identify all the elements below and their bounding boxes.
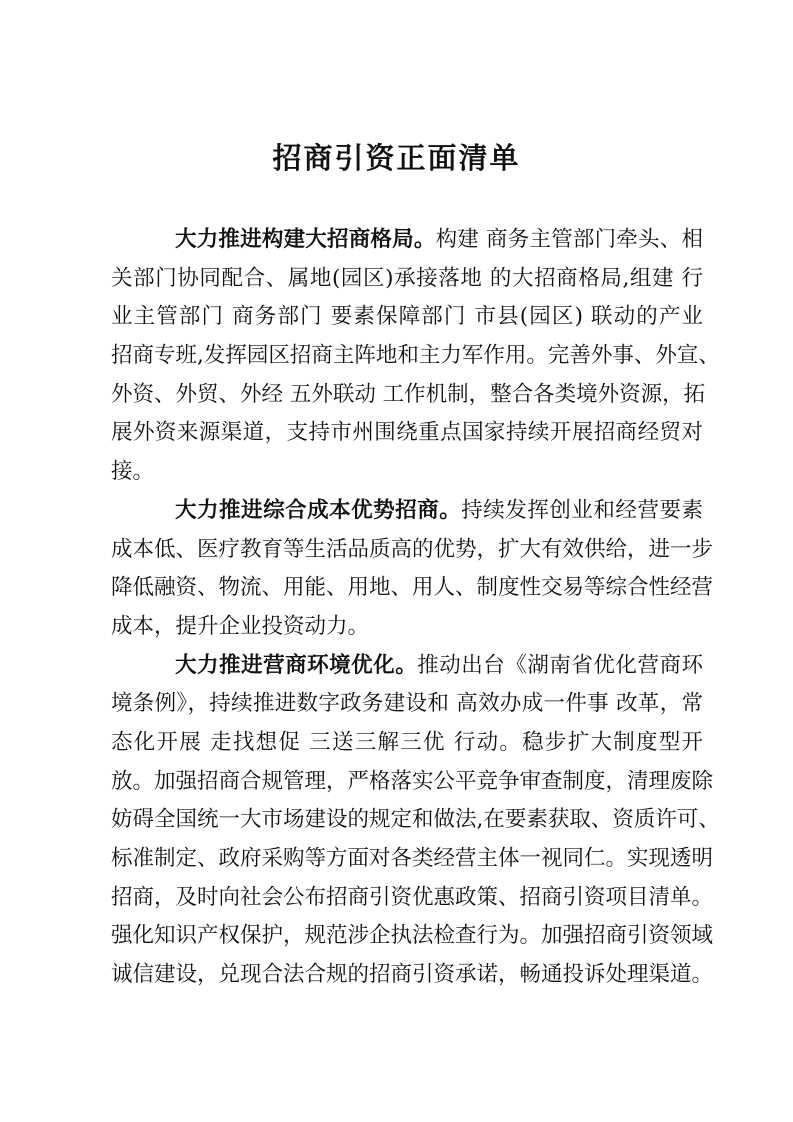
- paragraph-line: 成本，提升企业投资动力。: [111, 613, 370, 639]
- paragraph-line: 招商专班,发挥园区招商主阵地和主力军作用。完善外事、外宣、: [111, 343, 720, 369]
- paragraph-heading: 大力推进综合成本优势招商。: [175, 497, 462, 523]
- paragraph-line: 接。: [111, 459, 155, 485]
- paragraph-line: 成本低、医疗教育等生活品质高的优势，扩大有效供给，进一步: [111, 536, 714, 562]
- paragraph-business-environment: [111, 647, 720, 995]
- document-body: [111, 221, 720, 995]
- paragraph-line: 标准制定、政府采购等方面对各类经营主体一视同仁。实现透明: [111, 846, 714, 871]
- paragraph-line: 诚信建设，兑现合法合规的招商引资承诺，畅通投诉处理渠道。: [111, 962, 714, 988]
- paragraph-line: 业主管部门 商务部门 要素保障部门 市县(园区) 联动的产业: [111, 304, 703, 330]
- paragraph-line: 放。加强招商合规管理，严格落实公平竞争审查制度，清理废除: [111, 768, 714, 794]
- paragraph-line: 妨碍全国统一大市场建设的规定和做法,在要素获取、资质许可、: [111, 807, 720, 833]
- paragraph-line: 态化开展 走找想促 三送三解三优 行动。稳步扩大制度型开: [111, 729, 703, 755]
- paragraph-line: 外资、外贸、外经 五外联动 工作机制，整合各类境外资源，拓: [111, 381, 706, 407]
- paragraph-line: 大力推进构建大招商格局。构建 商务主管部门牵头、相: [175, 227, 703, 252]
- paragraph-line: 大力推进综合成本优势招商。持续发挥创业和经营要素: [175, 497, 703, 523]
- paragraph-line: 大力推进营商环境优化。推动出台《湖南省优化营商环: [175, 652, 703, 678]
- paragraph-heading: 大力推进构建大招商格局。: [175, 227, 436, 252]
- paragraph-line: 强化知识产权保护，规范涉企执法检查行为。加强招商引资领域: [111, 923, 714, 949]
- document-title: 招商引资正面清单: [272, 141, 521, 175]
- paragraph-line: 关部门协同配合、属地(园区)承接落地 的大招商格局,组建 行: [111, 265, 703, 291]
- paragraph-line: 降低融资、物流、用能、用地、用人、制度性交易等综合性经营: [111, 575, 714, 601]
- paragraph-cost-advantage: [111, 492, 714, 647]
- paragraph-line: 境条例》，持续推进数字政务建设和 高效办成一件事 改革，常: [111, 691, 703, 717]
- paragraph-line: 展外资来源渠道，支持市州围绕重点国家持续开展招商经贸对: [111, 420, 703, 446]
- paragraph-investment-pattern: [111, 221, 720, 492]
- paragraph-line: 招商，及时向社会公布招商引资优惠政策、招商引资项目清单。: [111, 884, 714, 910]
- paragraph-heading: 大力推进营商环境优化。: [175, 652, 418, 678]
